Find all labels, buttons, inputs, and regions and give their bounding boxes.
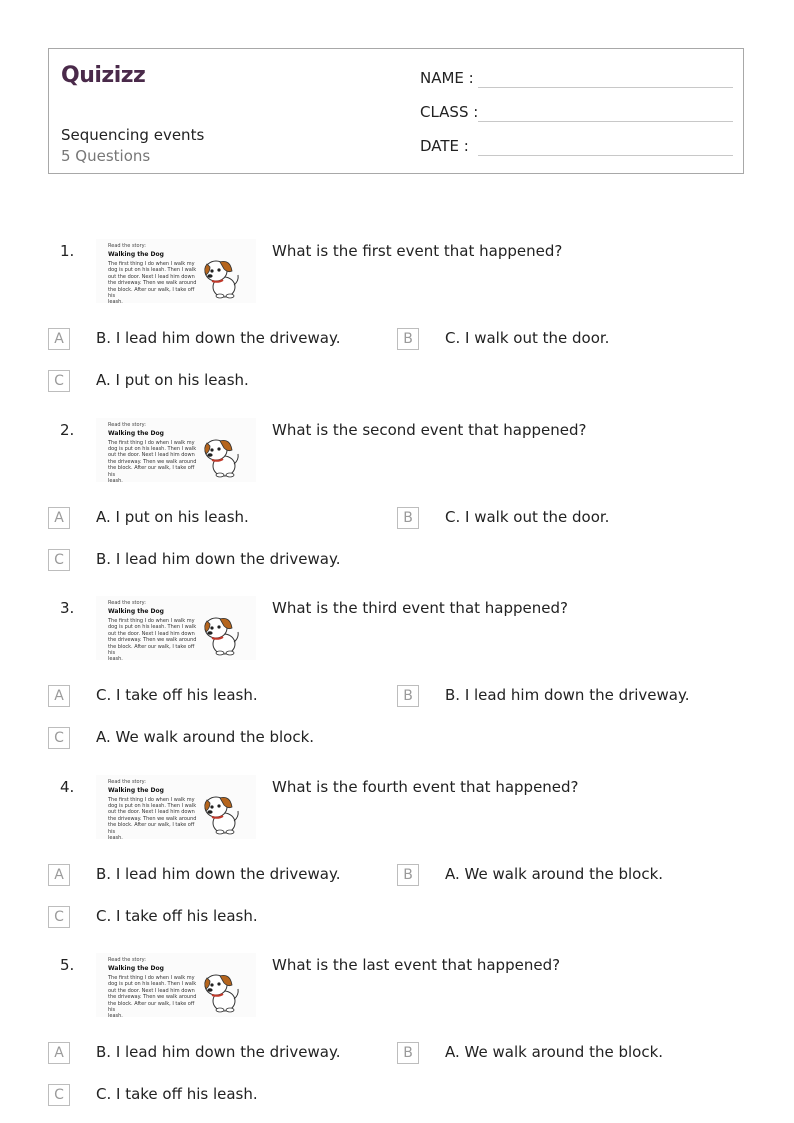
question-text: What is the third event that happened? xyxy=(272,599,568,617)
option-c-text: A. We walk around the block. xyxy=(96,728,315,746)
question-count: 5 Questions xyxy=(61,147,151,165)
option-c-text: B. I lead him down the driveway. xyxy=(96,549,341,568)
dog-icon xyxy=(200,255,240,299)
story-line: out the door. Next I lead him down xyxy=(108,630,195,637)
option-c-checkbox[interactable]: C xyxy=(48,906,70,928)
option-b-text: A. We walk around the block. xyxy=(445,1043,664,1061)
story-line: The first thing I do when I walk my xyxy=(108,975,195,981)
option-c-checkbox[interactable]: C xyxy=(48,549,70,571)
story-title: Walking the Dog xyxy=(108,429,164,437)
name-field[interactable] xyxy=(420,69,474,87)
question-number: 5. xyxy=(60,956,75,974)
story-line: the driveway. Then we walk around xyxy=(108,637,197,644)
dog-icon xyxy=(200,434,240,478)
dog-icon xyxy=(200,612,240,656)
story-image xyxy=(96,418,256,482)
story-line: The first thing I do when I walk my xyxy=(108,796,195,803)
story-title: Walking the Dog xyxy=(108,965,164,972)
class-line xyxy=(478,121,733,122)
name-line xyxy=(478,87,733,88)
option-c-text: A. I put on his leash. xyxy=(96,371,249,389)
story-text xyxy=(108,975,200,1020)
story-line: leash. xyxy=(108,656,123,663)
option-a-text: A. I put on his leash. xyxy=(96,507,249,526)
story-image xyxy=(96,596,256,663)
story-image xyxy=(96,775,256,839)
story-line: the block. After our walk, I take off his xyxy=(108,822,195,835)
question-number: 2. xyxy=(60,420,75,439)
story-image xyxy=(96,953,256,1020)
story-line: the block. After our walk, I take off his xyxy=(108,465,195,478)
worksheet-header xyxy=(48,48,744,174)
option-b-text: A. We walk around the block. xyxy=(445,864,664,883)
story-line: the driveway. Then we walk around xyxy=(108,458,197,465)
story-title: Walking the Dog xyxy=(108,786,164,794)
option-c-text: C. I take off his leash. xyxy=(96,906,258,925)
question-number: 1. xyxy=(60,242,75,260)
question-number: 3. xyxy=(60,599,75,617)
option-c-text: C. I take off his leash. xyxy=(96,1085,258,1103)
story-line: leash. xyxy=(108,477,123,484)
story-line: The first thing I do when I walk my xyxy=(108,618,195,624)
worksheet-title: Sequencing events xyxy=(61,126,205,144)
story-label: Read the story: xyxy=(108,421,146,428)
story-line: dog is put on his leash. Then I walk xyxy=(108,445,197,452)
story-label: Read the story: xyxy=(108,243,146,249)
story-line: dog is put on his leash. Then I walk xyxy=(108,624,197,631)
date-field[interactable] xyxy=(420,137,469,155)
story-text xyxy=(108,261,200,306)
dog-icon xyxy=(200,791,240,835)
story-line: dog is put on his leash. Then I walk xyxy=(108,802,197,809)
option-b-checkbox[interactable]: B xyxy=(397,1042,419,1064)
question-text: What is the fourth event that happened? xyxy=(272,777,579,796)
option-a-checkbox[interactable]: A xyxy=(48,507,70,529)
option-a-checkbox[interactable]: A xyxy=(48,685,70,707)
option-c-checkbox[interactable]: C xyxy=(48,370,70,392)
story-line: the block. After our walk, I take off his xyxy=(108,643,195,657)
option-b-checkbox[interactable]: B xyxy=(397,864,419,886)
story-line: the driveway. Then we walk around xyxy=(108,994,197,1001)
story-label: Read the story: xyxy=(108,957,146,963)
story-label: Read the story: xyxy=(108,778,146,785)
story-line: the driveway. Then we walk around xyxy=(108,815,197,822)
story-line: leash. xyxy=(108,834,123,841)
option-c-checkbox[interactable]: C xyxy=(48,1084,70,1106)
option-b-checkbox[interactable]: B xyxy=(397,685,419,707)
story-line: out the door. Next I lead him down xyxy=(108,809,195,816)
option-a-text: B. I lead him down the driveway. xyxy=(96,329,341,347)
dog-icon xyxy=(200,969,240,1013)
story-line: out the door. Next I lead him down xyxy=(108,987,195,994)
option-b-checkbox[interactable]: B xyxy=(397,507,419,529)
story-line: the driveway. Then we walk around xyxy=(108,280,197,287)
story-line: the block. After our walk, I take off his xyxy=(108,286,195,300)
question-text: What is the first event that happened? xyxy=(272,242,563,260)
date-line xyxy=(478,155,733,156)
story-line: dog is put on his leash. Then I walk xyxy=(108,981,197,988)
question-text: What is the second event that happened? xyxy=(272,420,587,439)
story-label: Read the story: xyxy=(108,600,146,606)
option-a-checkbox[interactable]: A xyxy=(48,328,70,350)
class-field[interactable] xyxy=(420,103,478,121)
story-line: out the door. Next I lead him down xyxy=(108,273,195,280)
option-b-text: C. I walk out the door. xyxy=(445,507,610,526)
class-label: CLASS : xyxy=(420,103,479,121)
story-title: Walking the Dog xyxy=(108,251,164,258)
question-text: What is the last event that happened? xyxy=(272,956,561,974)
story-line: leash. xyxy=(108,1013,123,1020)
date-label: DATE : xyxy=(420,137,469,155)
story-title: Walking the Dog xyxy=(108,608,164,615)
story-line: leash. xyxy=(108,299,123,306)
option-b-text: C. I walk out the door. xyxy=(445,329,610,347)
option-b-checkbox[interactable]: B xyxy=(397,328,419,350)
story-text xyxy=(108,440,200,485)
story-image xyxy=(96,239,256,306)
quizizz-logo xyxy=(61,60,153,88)
option-a-text: B. I lead him down the driveway. xyxy=(96,1043,341,1061)
story-text xyxy=(108,618,200,663)
story-line: out the door. Next I lead him down xyxy=(108,452,195,459)
story-line: The first thing I do when I walk my xyxy=(108,439,195,446)
name-label: NAME : xyxy=(420,69,474,87)
option-c-checkbox[interactable]: C xyxy=(48,727,70,749)
option-a-text: C. I take off his leash. xyxy=(96,686,258,704)
story-text xyxy=(108,797,200,842)
logo-text: Quizizz xyxy=(61,63,146,88)
option-a-text: B. I lead him down the driveway. xyxy=(96,864,341,883)
story-line: dog is put on his leash. Then I walk xyxy=(108,267,197,274)
question-number: 4. xyxy=(60,777,75,796)
story-line: the block. After our walk, I take off his xyxy=(108,1000,195,1014)
option-b-text: B. I lead him down the driveway. xyxy=(445,686,690,704)
story-line: The first thing I do when I walk my xyxy=(108,261,195,267)
option-a-checkbox[interactable]: A xyxy=(48,864,70,886)
option-a-checkbox[interactable]: A xyxy=(48,1042,70,1064)
